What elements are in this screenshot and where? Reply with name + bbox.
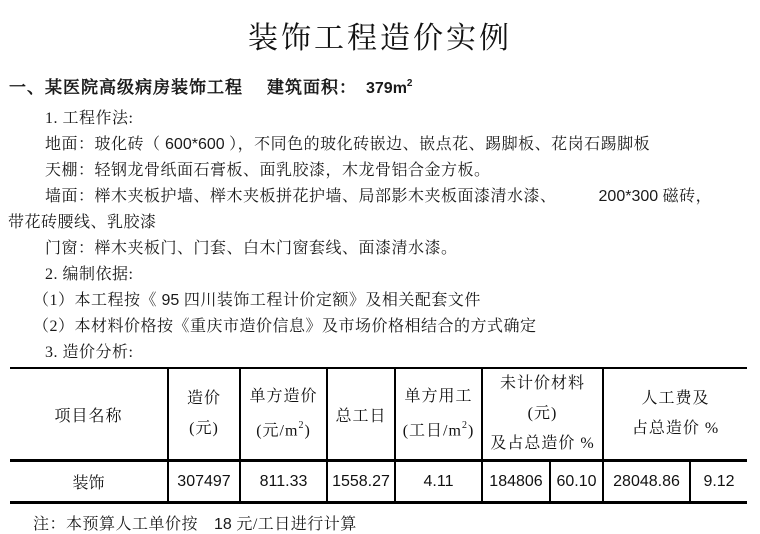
- col-header-unit-cost: 单方造价 (元$/m^2$): [240, 368, 327, 461]
- table-row: [10, 461, 747, 503]
- cell-cost: 307497: [168, 461, 240, 503]
- cell-total-workdays: 1558.27: [327, 461, 395, 503]
- body-text: [0, 106, 760, 366]
- line-wall-2: 带花砖腰线、乳胶漆: [8, 214, 157, 231]
- cell-unpriced-material: 184806: [482, 461, 550, 503]
- col-header-unpriced-material: 未计价材料 (元) 及占总造价 %: [482, 368, 603, 461]
- page-title: 装饰工程造价实例: [248, 22, 512, 55]
- floor-tile-size: 600*600: [165, 136, 225, 153]
- superscript-2: 2: [406, 77, 413, 89]
- area-label: 建筑面积：: [267, 78, 357, 97]
- cell-item-name: 装饰: [10, 461, 168, 503]
- line-ceiling: 天棚：轻钢龙骨纸面石膏板、面乳胶漆，木龙骨铝合金方板。: [45, 162, 491, 179]
- cell-unit-workdays: 4.11: [395, 461, 482, 503]
- table-header-row: [10, 368, 747, 461]
- line-wall-1: 墙面：榉木夹板护墙、榉木夹板拼花护墙、局部影木夹板面漆清水漆、 200*300 磁砖，: [45, 188, 713, 205]
- line-basis-2: （2）本材料价格按《重庆市造价信息》及市场价格相结合的方式确定: [33, 318, 537, 335]
- project-name: 一、某医院高级病房装饰工程: [9, 78, 243, 97]
- line-floor: 地面：玻化砖（ 600*600 ），不同色的玻化砖嵌边、嵌点花、踢脚板、花岗石踢脚板: [45, 136, 651, 153]
- col-header-labor-cost: 人工费及 占总造价 %: [603, 368, 747, 461]
- wall-tile-size: 200*300: [598, 188, 659, 205]
- cell-labor-percent: 9.12: [690, 461, 747, 503]
- col-header-unit-workdays: 单方用工 (工日$/m^2$): [395, 368, 482, 461]
- area-value: $379m^2$: [366, 77, 413, 97]
- cost-analysis-table: [10, 367, 747, 504]
- superscript-2: 2: [461, 419, 468, 431]
- line-cost-analysis: 3. 造价分析:: [45, 344, 134, 361]
- section-heading: [9, 73, 760, 98]
- labor-unit-price: 18: [214, 516, 232, 533]
- col-header-total-workdays: 总工日: [327, 368, 395, 461]
- line-compilation-basis: 2. 编制依据:: [45, 266, 134, 283]
- line-doors-windows: 门窗：榉木夹板门、门套、白木门窗套线、面漆清水漆。: [45, 240, 458, 257]
- footnote: 注：本预算人工单价按 18 元/工日进行计算: [33, 516, 357, 533]
- cell-unpriced-percent: 60.10: [550, 461, 603, 503]
- cell-labor-cost: 28048.86: [603, 461, 690, 503]
- quota-year: 95: [161, 292, 180, 309]
- line-work-methods: 1. 工程作法:: [45, 110, 134, 127]
- line-basis-1: （1）本工程按《 95 四川装饰工程计价定额》及相关配套文件: [33, 292, 481, 309]
- col-header-cost: 造价 (元): [168, 368, 240, 461]
- superscript-2: 2: [298, 419, 305, 431]
- cell-unit-cost: 811.33: [240, 461, 327, 503]
- col-header-item-name: 项目名称: [10, 368, 168, 461]
